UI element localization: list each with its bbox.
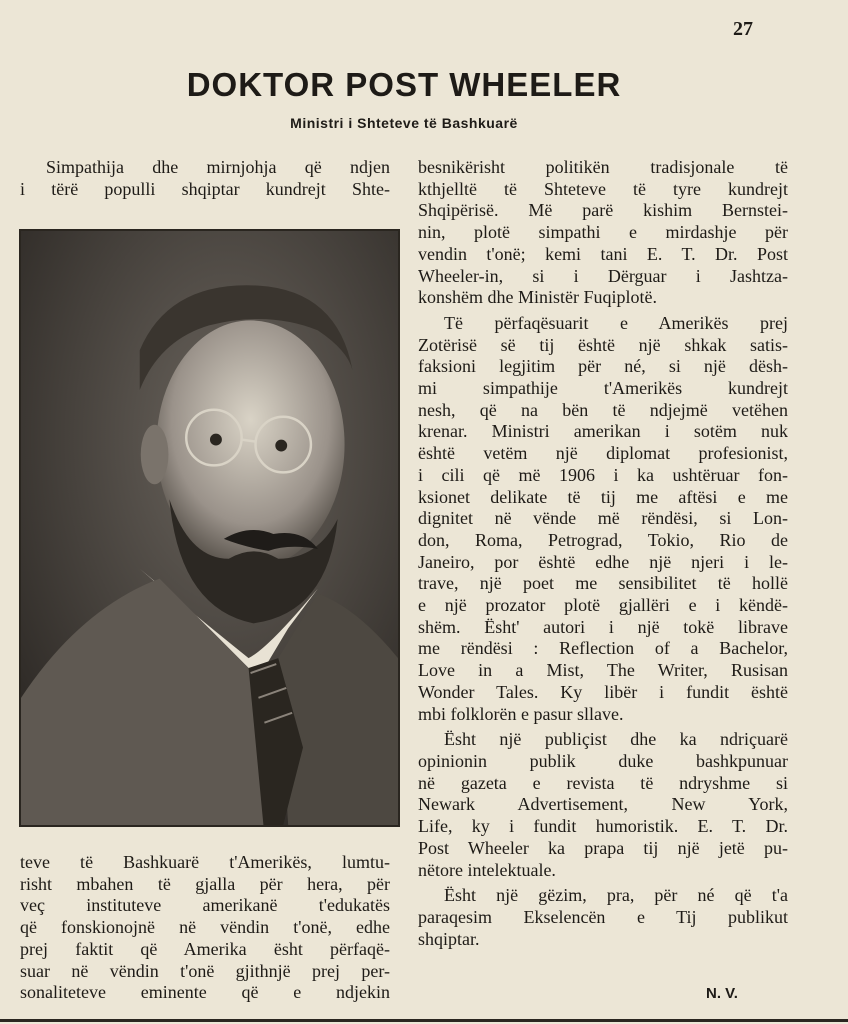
text-line: besnikërisht politikën tradisjonale të	[418, 157, 788, 177]
text-line: opinionin publik duke bashkpunuar	[418, 750, 788, 771]
text-line: Newark Advertisement, New York,	[418, 794, 788, 815]
text-line: prej faktit që Amerika ësht përfaqë-	[20, 938, 390, 959]
text-line: Shqipërisë. Më parë kishim Bernstei-	[418, 200, 788, 221]
text-line: ksionet delikate të tij me aftësi e me	[418, 486, 788, 507]
text-line: që fonskionojnë në vëndin t'onë, edhe	[20, 917, 390, 938]
author-signature: N. V.	[706, 985, 738, 1002]
right-paragraph-2	[418, 313, 788, 725]
text-line: Zotërisë së tij është një shkak satis-	[418, 334, 788, 355]
text-line: risht mbahen të gjalla për hera, për	[20, 873, 390, 894]
text-line: mbi folklorën e pasur sllave.	[418, 703, 624, 724]
right-column-text	[418, 157, 788, 950]
left-column-bottom-text	[20, 852, 390, 1004]
text-line: sonaliteteve eminente që e ndjekin	[20, 982, 390, 1003]
text-line: kthjelltë të Shteteve të tyre kundrejt	[418, 178, 788, 199]
text-line: shëm. Ësht' autori i një tokë librave	[418, 616, 788, 637]
text-line: Love in a Mist, The Writer, Rusisan	[418, 660, 788, 681]
text-line: vendin t'onë; kemi tani E. T. Dr. Post	[418, 243, 788, 264]
left-column-top-text	[20, 157, 390, 200]
text-line: konshëm dhe Ministër Fuqiplotë.	[418, 287, 657, 308]
bottom-rule	[0, 1019, 848, 1022]
text-line: nesh, që na bën të ndjejmë vetëhen	[418, 399, 788, 420]
text-line: faksioni legjitim për né, si një dësh-	[418, 356, 788, 377]
text-line: Wonder Tales. Ky libër i fundit është	[418, 681, 788, 702]
right-paragraph-1	[418, 157, 788, 309]
text-line: Ësht një gëzim, pra, për né që t'a	[444, 885, 788, 906]
text-line: Simpathija dhe mirnjohja që ndjen	[46, 157, 390, 177]
portrait-photo	[19, 229, 400, 827]
text-line: don, Roma, Petrograd, Tokio, Rio de	[418, 529, 788, 550]
text-line: i tërë populli shqiptar kundrejt Shte-	[20, 178, 390, 199]
text-line: nin, plotë simpathi e mirdashje për	[418, 222, 788, 243]
text-line: paraqesim Ekselencën e Tij publikut	[418, 906, 788, 927]
text-line: në gazeta e revista të ndryshme si	[418, 772, 788, 793]
right-paragraph-3	[418, 729, 788, 881]
left-paragraph-bottom	[20, 852, 390, 1004]
text-line: i cili që më 1906 i ka ushtëruar fon-	[418, 464, 788, 485]
text-line: shqiptar.	[418, 928, 480, 949]
page-number: 27	[733, 18, 753, 40]
text-line: suar në vëndin t'onë gjithnjë prej per-	[20, 960, 390, 981]
text-line: Të përfaqësuarit e Amerikës prej	[444, 312, 788, 333]
text-line: është vetëm një diplomat profesionist,	[418, 443, 788, 464]
text-line: veç instituteve amerikanë t'edukatës	[20, 895, 390, 916]
article-title: DOKTOR POST WHEELER	[186, 66, 622, 103]
text-line: trave, një poet me sensibilitet të hollë	[418, 573, 788, 594]
text-line: nëtore intelektuale.	[418, 859, 556, 880]
text-line: e një prozator plotë gjallëri e i këndë-	[418, 595, 788, 616]
text-line: krenar. Ministri amerikan i sotëm nuk	[418, 421, 788, 442]
right-paragraph-4	[418, 885, 788, 950]
text-line: mi simpathije t'Amerikës kundrejt	[418, 378, 788, 399]
text-line: me rëndësi : Reflection of a Bachelor,	[418, 638, 788, 659]
text-line: dignitet në vënde më rëndësi, si Lon-	[418, 508, 788, 529]
text-line: Janeiro, por është edhe një njeri i le-	[418, 551, 788, 572]
text-line: Life, ky i fundit humoristik. E. T. Dr.	[418, 816, 788, 837]
text-line: Wheeler-in, si i Dërguar i Jashtza-	[418, 265, 788, 286]
text-line: Post Wheeler ka prapa tij një jetë pu-	[418, 837, 788, 858]
left-paragraph-top	[20, 157, 390, 200]
text-line: teve të Bashkuarë t'Amerikës, lumtu-	[20, 852, 390, 872]
portrait-icon	[21, 231, 398, 825]
text-line: Ësht një publiçist dhe ka ndriçuarë	[444, 729, 788, 750]
article-subtitle: Ministri i Shteteve të Bashkuarë	[290, 115, 518, 131]
